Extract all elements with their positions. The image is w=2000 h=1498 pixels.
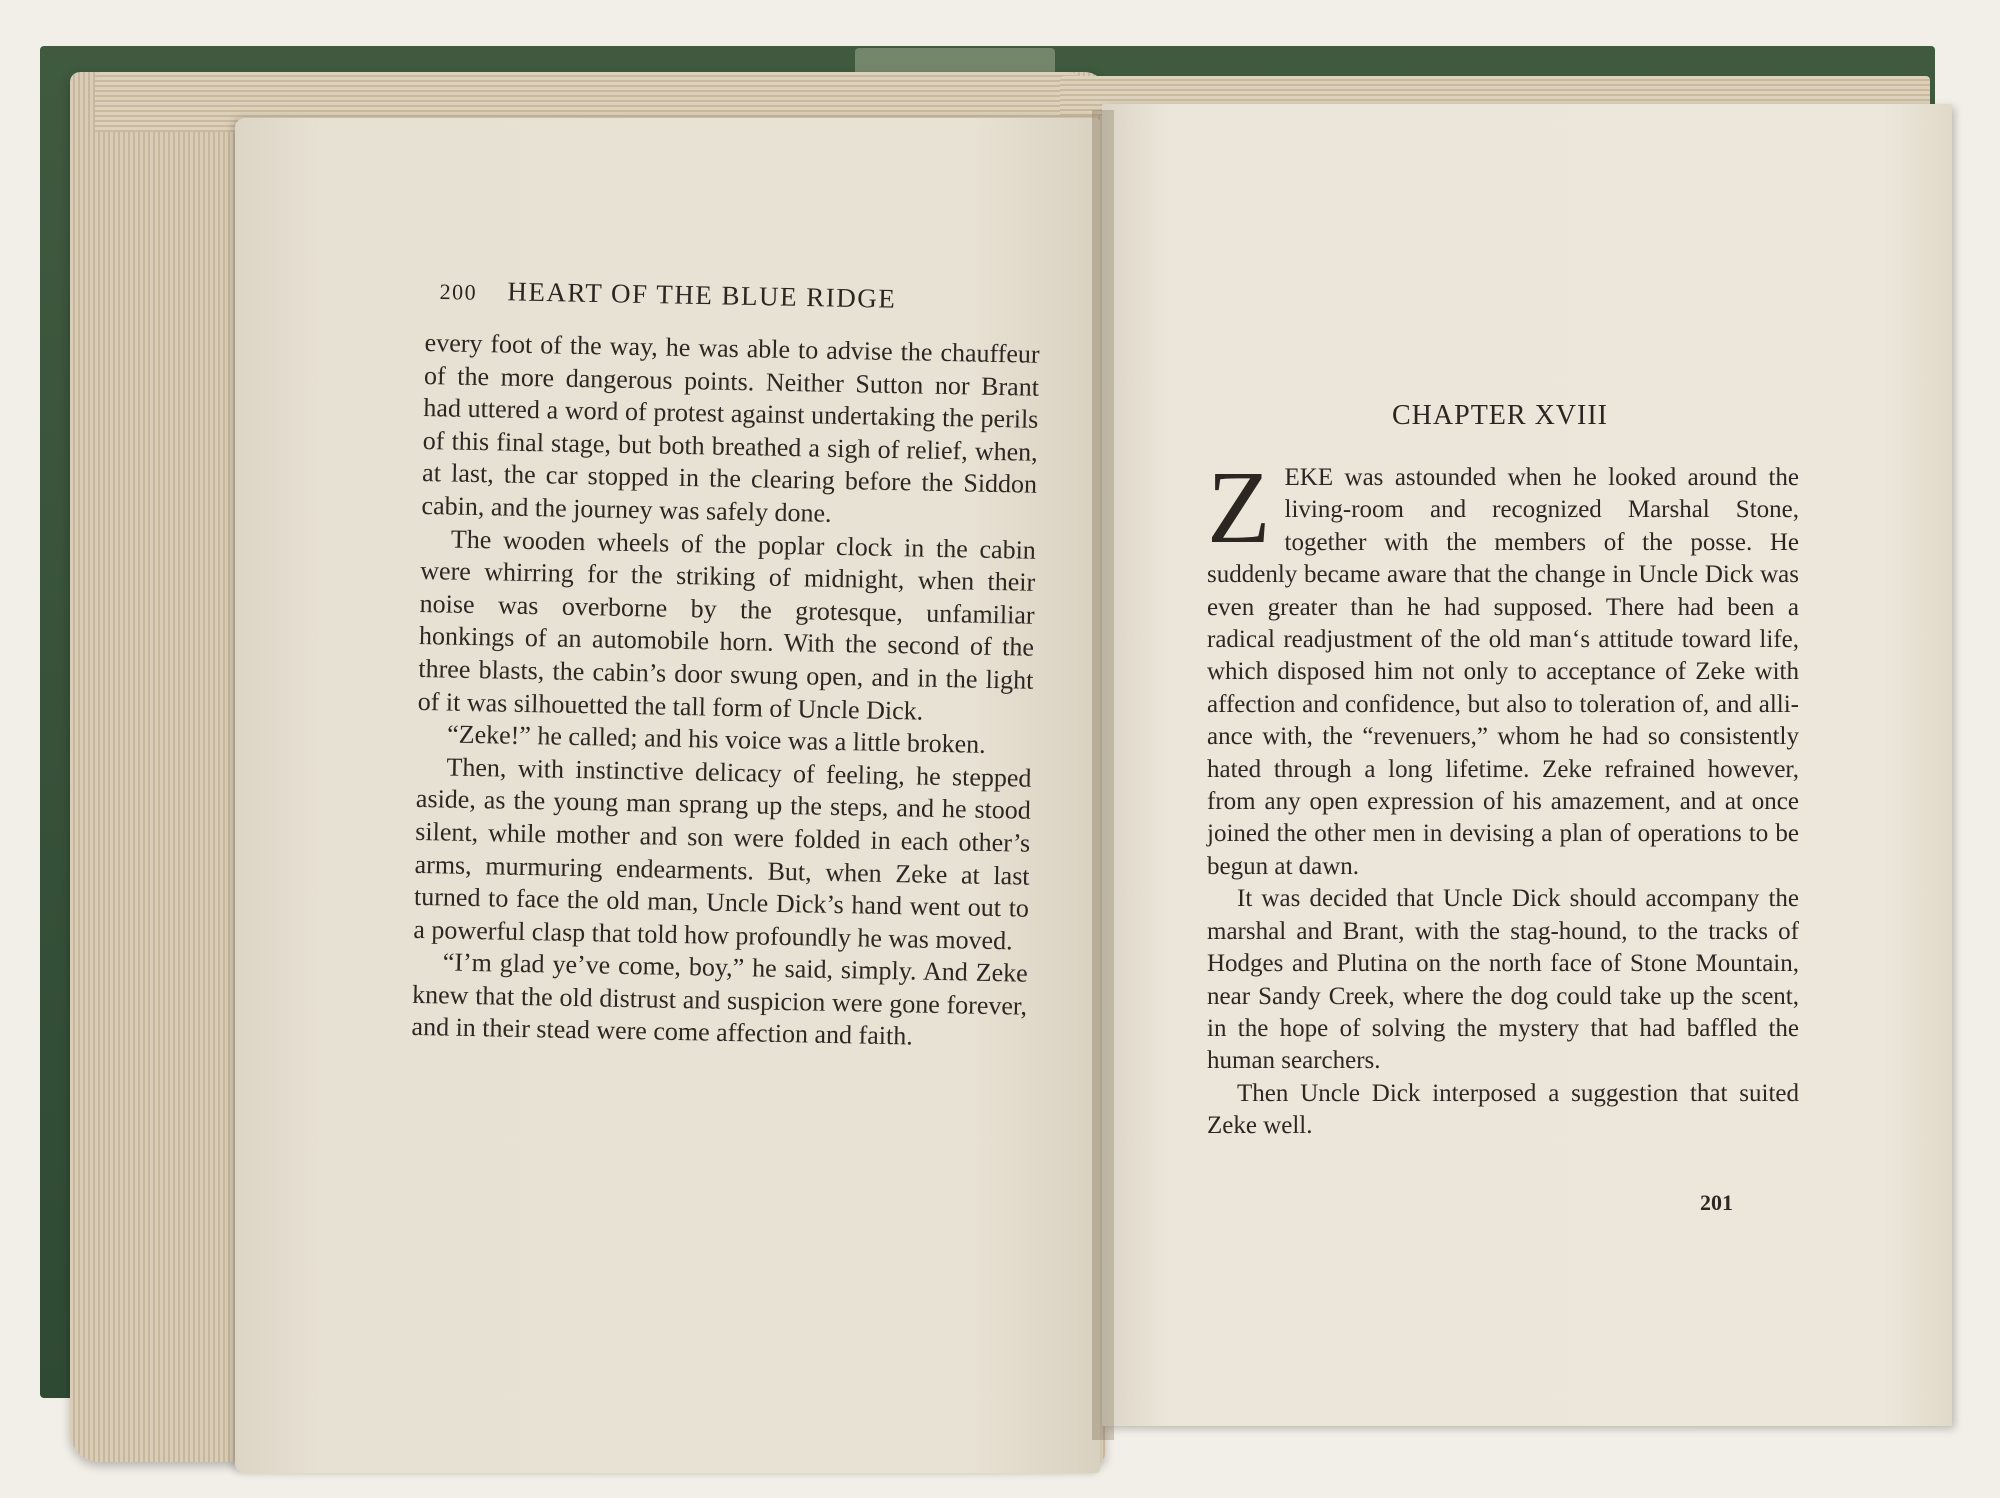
left-page-text <box>411 327 1040 1056</box>
paragraph: every foot of the way, he was able to advise the chauffeur of the more dangerous points. Neither Sutton nor Brant had uttered a word of protest against undertaking the perils of this final stage, but both breathed a sigh of relief, when, at last, the car stopped in the clearing before the Siddon cabin, and the journey was safely done. <box>421 327 1040 528</box>
paragraph: “I’m glad ye’ve come, boy,” he said, simply. And Zeke knew that the old distrust and suspicion were gone forever, and in their stead were come affection and faith. <box>411 947 1028 1051</box>
book-gutter <box>1092 110 1114 1440</box>
right-page-text <box>1207 450 1799 1143</box>
paragraph: Then Uncle Dick interposed a suggestion that suited Zeke well. <box>1207 1079 1799 1140</box>
drop-cap: Z <box>1207 450 1271 565</box>
paragraph: Then, with instinctive delicacy of feeling, he stepped aside, as the young man sprang up the steps, and he stood silent, while mother and son were folded in each other’s arms, murmuring endearments. But, when Zeke at last turned to face the old man, Uncle Dick’s hand went out to a powerful clasp that told how profoundly he was moved. <box>413 752 1032 956</box>
opening-paragraph <box>1207 450 1799 883</box>
chapter-title: CHAPTER XVIII <box>1392 400 1608 431</box>
paragraph: The wooden wheels of the poplar clock in the cabin were whirring for the striking of midnight, when their noise was overborne by the grotesque, unfamiliar honkings of an automobile horn. With the second of the three blasts, the cabin’s door swung open, and in the light of it was silhouetted the tall form of Uncle Dick. <box>417 524 1037 726</box>
left-page-number: 200 <box>439 278 478 305</box>
running-head-title: HEART OF THE BLUE RIDGE <box>507 276 897 314</box>
right-page-number: 201 <box>1700 1190 1733 1215</box>
paragraph: “Zeke!” he called; and his voice was a little broken. <box>446 719 986 759</box>
opening-paragraph-text: EKE was astounded when he looked around the living-room and recognized Marshal Stone, together with the members of the posse. He suddenly became aware that the change in Uncle Dick was even greater than he had supposed. There had been a radical readjustment of the old man‘s attitude toward life, which disposed him not only to acceptance of Zeke with affection and confidence, but also to toleration of, and alliance with, the “revenuers,” whom he had so consistently hated through a long lifetime. Zeke refrained however, from any open expression of his amazement, and at once joined the other men in devising a plan of operations to be begun at dawn. <box>1207 464 1799 880</box>
paragraph: It was decided that Uncle Dick should accompany the marshal and Brant, with the stag-hound, to the tracks of Hodges and Plutina on the north face of Stone Mountain, near Sandy Creek, where the dog could take up the scent, in the hope of solving the mystery that had baffled the human searchers. <box>1207 885 1799 1075</box>
